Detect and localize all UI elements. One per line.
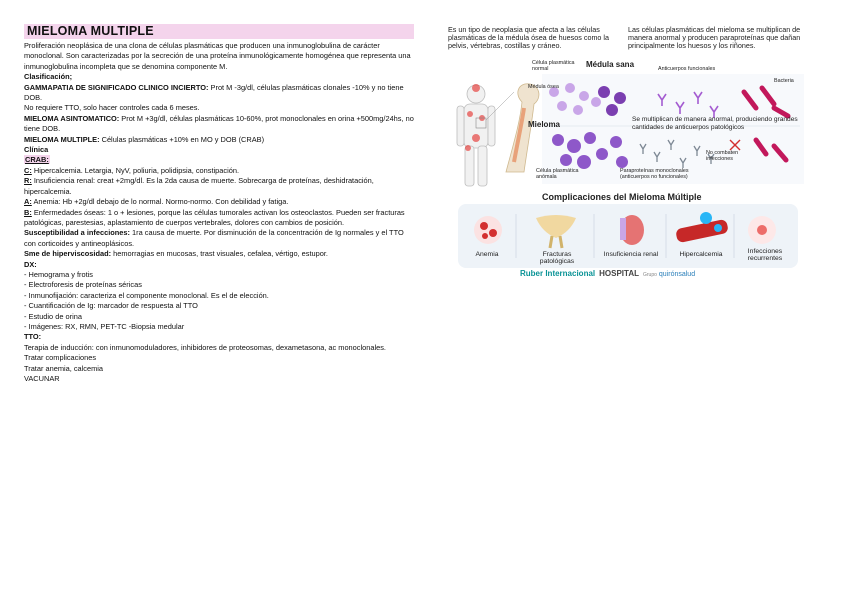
crab-b-text: Enfermedades óseas: 1 o + lesiones, porque las células tumorales activan los osteoclastos. Pueden ser fracturas patológicas, parestesias, aplastamiento de cuerpos vertebrales, dolores con cambios de posición. bbox=[24, 207, 405, 227]
dx-item: - Inmunofijación: caracteriza el componente monoclonal. Es el de elección. bbox=[24, 290, 269, 300]
crab-heading: CRAB: bbox=[25, 155, 49, 165]
infecciones-text: 1ra causa de muerte. Por disminución de la concentración de Ig normales y el TTO con corticoides y antineoplásicos. bbox=[24, 228, 404, 248]
crab-r-line bbox=[24, 176, 414, 197]
multiple-line bbox=[24, 135, 414, 145]
intro-paragraph: Proliferación neoplásica de una clona de células plasmáticas que producen una inmunoglobulina de carácter monoclonal. Son caracterizadas por la secreción de una proteína inmunológicamente homogénea que representa una inmunoglobulina incompleta que se denomina componente M. bbox=[24, 41, 411, 71]
clinica-heading: Clínica bbox=[24, 145, 49, 155]
crab-a-line bbox=[24, 197, 414, 207]
hiperviscosidad-text: hemorragias en mucosas, trast visuales, cefalea, vértigo, estupor. bbox=[111, 249, 328, 259]
dx-heading: DX: bbox=[24, 259, 37, 269]
complication-label: Fracturas patológicas bbox=[539, 251, 575, 266]
asintomatico-line bbox=[24, 114, 414, 135]
clasificacion-heading: Clasificación; bbox=[24, 72, 73, 82]
dx-item: - Electroforesis de proteínas séricas bbox=[24, 280, 142, 290]
crab-r-text: Insuficiencia renal: creat +2mg/dl. Es la 2da causa de muerte. Sobrecarga de proteínas, deshidratación, hipercalcemia. bbox=[24, 176, 374, 196]
renal-failure-icon bbox=[620, 215, 644, 245]
asintomatico-label: MIELOMA ASINTOMATICO: bbox=[24, 113, 120, 123]
gammapatia-tto: No requiere TTO, solo hacer controles cada 6 meses. bbox=[24, 103, 200, 113]
hiperviscosidad-label: Sme de hiperviscosidad: bbox=[24, 249, 112, 259]
tto-item: VACUNAR bbox=[24, 374, 60, 383]
page-title: MIELOMA MULTIPLE bbox=[24, 24, 414, 39]
crab-a-text: Anemia: Hb +2g/dl debajo de lo normal. Normo-normo. Con debilidad y fatiga. bbox=[31, 197, 289, 207]
myeloma-infographic bbox=[444, 22, 814, 284]
asintomatico-text: Prot M +3g/dl, células plasmáticas 10-60%, prot monoclonales en orina +500mg/24hs, no tiene DOB. bbox=[24, 113, 414, 134]
crab-c-letter: C: bbox=[24, 165, 32, 175]
caption-right: Las células plasmáticas del mieloma se multiplican de manera anormal y producen paraproteínas que dañan principalmente los huesos y los riñones. bbox=[628, 25, 801, 51]
infecciones-line bbox=[24, 228, 414, 249]
complication-label: Anemia bbox=[475, 251, 499, 258]
complication-label: Hipercalcemia bbox=[679, 251, 723, 258]
label-celula-normal: Célula plasmática normal bbox=[532, 60, 575, 72]
crab-r-letter: R: bbox=[24, 176, 32, 186]
multiple-text: Células plasmáticas +10% en MO y DOB (CRAB) bbox=[99, 134, 265, 144]
infections-icon bbox=[748, 216, 776, 244]
label-se-multiplican: Se multiplican de manera anormal, produciendo grandes cantidades de anticuerpos patológicos bbox=[632, 116, 798, 131]
label-anticuerpos: Anticuerpos funcionales bbox=[658, 66, 716, 72]
label-medula-sana: Médula sana bbox=[586, 60, 635, 69]
gammapatia-label: GAMMAPATIA DE SIGNIFICADO CLINICO INCIERTO: bbox=[24, 82, 209, 92]
infecciones-label: Susceptibilidad a infecciones: bbox=[24, 228, 130, 238]
tto-item: Tratar complicaciones bbox=[24, 353, 97, 363]
logo-quiron: quirónsalud bbox=[658, 271, 696, 278]
crab-a-letter: A: bbox=[24, 197, 32, 207]
caption-left: Es un tipo de neoplasia que afecta a las células plasmáticas de la médula ósea de huesos como la pelvis, vértebras, costillas y cráneo. bbox=[448, 25, 610, 51]
crab-c-line bbox=[24, 166, 414, 176]
label-no-combaten: No combaten infecciones bbox=[706, 150, 739, 162]
crab-c-text: Hipercalcemia. Letargia, NyV, poliuria, polidipsia, constipación. bbox=[31, 165, 239, 175]
complication-label: Infecciones recurrentes bbox=[747, 248, 783, 263]
anemia-icon bbox=[474, 216, 502, 244]
tto-item: Terapia de inducción: con inmunomoduladores, inhibidores de proteosomas, dexametasona, ac monoclonales. bbox=[24, 342, 386, 352]
label-paraproteinas: Paraproteínas monoclonales (anticuerpos no funcionales) bbox=[620, 168, 689, 180]
hospital-logo bbox=[520, 269, 695, 278]
crab-b-line bbox=[24, 208, 414, 229]
label-medula-osea: Médula ósea bbox=[528, 84, 559, 90]
tto-heading: TTO: bbox=[24, 332, 42, 342]
complication-label: Insuficiencia renal bbox=[603, 251, 659, 258]
hiperviscosidad-line bbox=[24, 249, 414, 259]
tto-item: Tratar anemia, calcemia bbox=[24, 363, 103, 373]
dx-item: - Hemograma y frotis bbox=[24, 269, 93, 279]
dx-item: - Cuantificación de Ig: marcador de respuesta al TTO bbox=[24, 301, 198, 311]
dx-item: - Estudio de orina bbox=[24, 311, 82, 321]
gammapatia-text: Prot M -3g/dl, células plasmáticas clonales -10% y no tiene DOB. bbox=[24, 82, 404, 103]
label-celula-anomala: Célula plasmática anómala bbox=[536, 168, 579, 180]
notes-column bbox=[24, 24, 414, 384]
logo-brand: Ruber Internacional bbox=[520, 269, 596, 278]
label-mieloma: Mieloma bbox=[528, 120, 561, 129]
gammapatia-line bbox=[24, 83, 414, 104]
logo-hospital: HOSPITAL bbox=[599, 269, 639, 278]
multiple-label: MIELOMA MULTIPLE: bbox=[24, 134, 100, 144]
complicaciones-title: Complicaciones del Mieloma Múltiple bbox=[542, 192, 702, 202]
label-bacteria: Bacteria bbox=[774, 78, 794, 84]
logo-grupo: Grupo bbox=[642, 272, 657, 278]
crab-b-letter: B: bbox=[24, 207, 32, 217]
dx-item: - Imágenes: RX, RMN, PET-TC -Biopsia medular bbox=[24, 321, 185, 331]
